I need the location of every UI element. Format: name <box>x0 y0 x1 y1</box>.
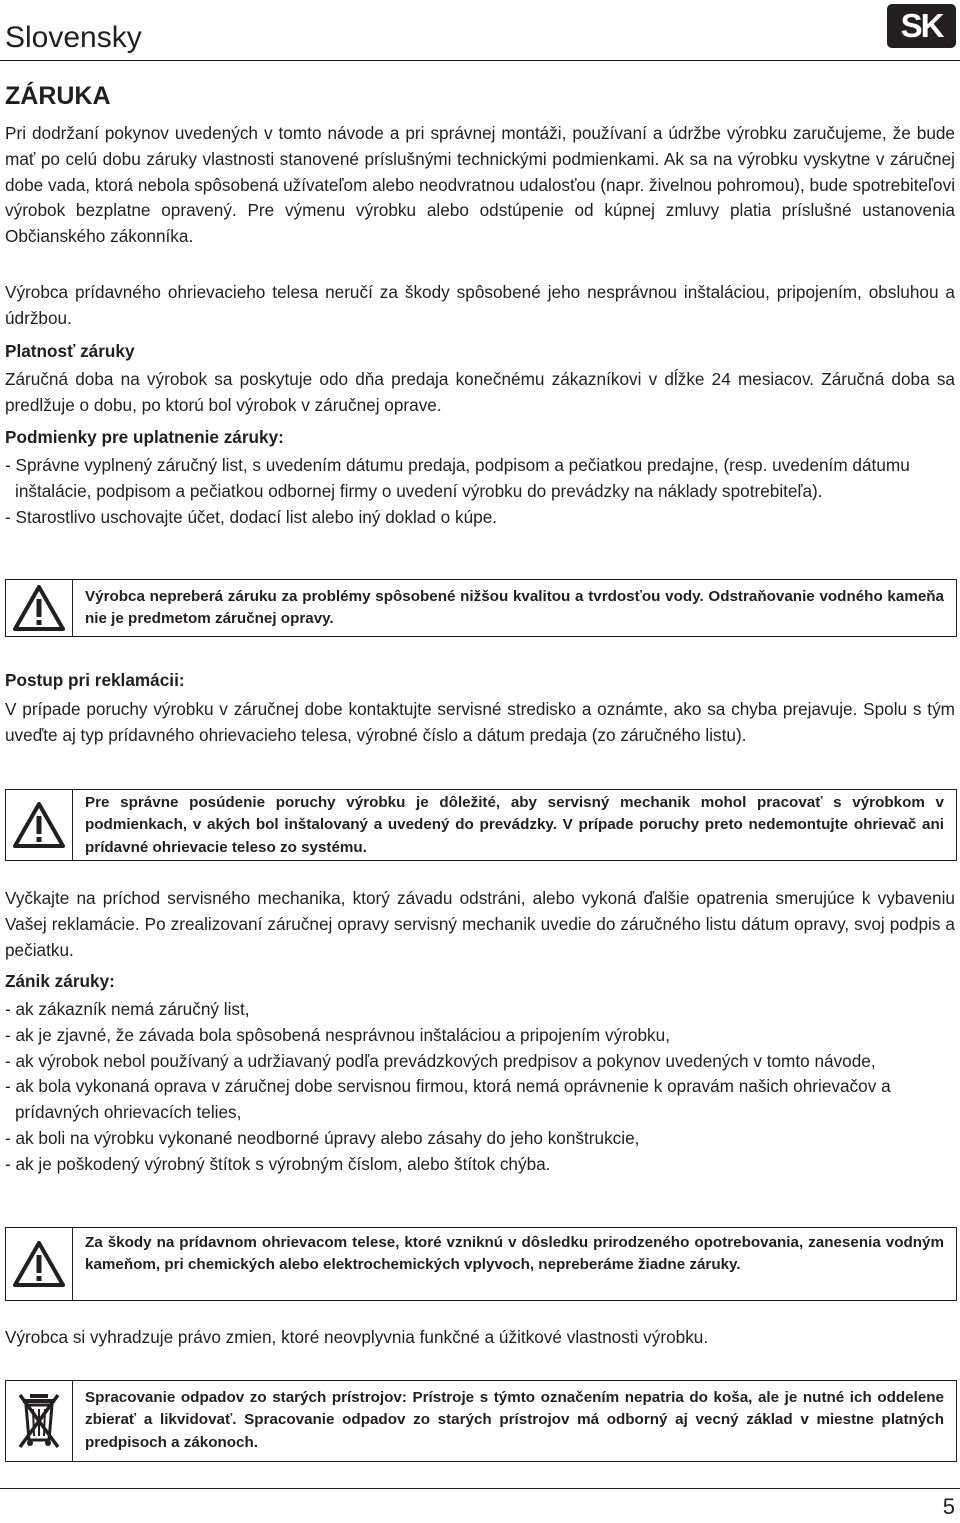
warning-triangle-icon <box>13 1241 65 1287</box>
list-item: - ak výrobok nebol používaný a udržiavaný podľa prevádzkových predpisov a pokynov uvedených v tomto návode, <box>5 1050 876 1071</box>
warning-triangle-icon <box>13 802 65 848</box>
manufacturer-paragraph: Výrobca prídavného ohrievacieho telesa neručí za škody spôsobené jeho nesprávnou inštaláciou, pripojením, obsluhou a údržbou. <box>5 282 955 328</box>
complaint-text: V prípade poruchy výrobku v záručnej dobe kontaktujte servisné stredisko a oznámte, ako sa chyba prejavuje. Spolu s tým uveďte aj typ prídavného ohrievacieho telesa, výrobné číslo a dátum predaja (zo záručného listu). <box>5 699 955 745</box>
footer-rule <box>0 1488 960 1489</box>
conditions-heading: Podmienky pre uplatnenie záruky: <box>5 427 284 447</box>
validity-text: Záručná doba na výrobok sa poskytuje odo dňa predaja konečnému zákazníkovi v dĺžke 24 mesiacov. Záručná doba sa predlžuje o dobu, po ktorú bol výrobok v záručnej oprave. <box>5 369 955 415</box>
expiry-heading: Zánik záruky: <box>5 971 115 991</box>
list-item: - Starostlivo uschovajte účet, dodací list alebo iný doklad o kúpe. <box>5 506 498 527</box>
list-item: - Správne vyplnený záručný list, s uvedením dátumu predaja, podpisom a pečiatkou predajne, (resp. uvedením dátumu inštalácie, podpisom a pečiatkou odbornej firmy o uvedení výrobku do prevádzky na náklady spotrebiteľa). <box>5 455 910 501</box>
warning-text: Výrobca nepreberá záruku za problémy spôsobené nižšou kvalitou a tvrdosťou vody. Odstraňovanie vodného kameňa nie je predmetom záručnej opravy. <box>85 588 944 628</box>
validity-heading: Platnosť záruky <box>5 341 135 361</box>
intro-paragraph: Pri dodržaní pokynov uvedených v tomto návode a pri správnej montáži, používaní a údržbe výrobku zaručujeme, že bude mať po celú dobu záruky vlastnosti stanovené príslušnými technickými podmienkami. Ak sa na výrobku vyskytne v záručnej dobe vada, ktorá nebola spôsobená užívateľom alebo neodvratnou udalosťou (napr. živelnou pohromou), bude spotrebiteľovi výrobok bezplatne opravený. Pre výmenu výrobku alebo odstúpenie od kúpnej zmluvy platia príslušné ustanovenia Občianského zákonníka. <box>5 123 956 247</box>
warning-box-water <box>5 579 957 637</box>
complaint-heading: Postup pri reklamácii: <box>5 670 185 690</box>
warning-box-service <box>5 789 957 861</box>
warning-triangle-icon <box>13 585 65 631</box>
list-item: - ak je zjavné, že závada bola spôsobená nesprávnou inštaláciou a pripojením výrobku, <box>5 1024 670 1045</box>
warning-text: Za škody na prídavnom ohrievacom telese, ktoré vzniknú v dôsledku prirodzeného opotrebovania, zanesenia vodným kameňom, pri chemických alebo elektrochemických vplyvoch, nepreberáme žiadne záruky. <box>85 1234 944 1274</box>
disposal-notice-text: Spracovanie odpadov zo starých prístrojov: Prístroje s týmto označením nepatria do koša, ale je nutné ich oddelene zbierať a likvidovať. Spracovanie odpadov zo starých prístrojov má odborný aj vecný základ v miestne platných predpisoch a zákonoch. <box>85 1389 944 1451</box>
wait-paragraph: Vyčkajte na príchod servisného mechanika, ktorý závadu odstráni, alebo vykoná ďalšie opatrenia smerujúce k vybaveniu Vašej reklamácie. Po zrealizovaní záručnej opravy servisný mechanik uvedie do záručného listu dátum opravy, svoj podpis a pečiatku. <box>5 888 955 960</box>
list-item: - ak zákazník nemá záručný list, <box>5 999 250 1019</box>
list-item: - ak bola vykonaná oprava v záručnej dobe servisnou firmou, ktorá nemá oprávnenie k opravám našich ohrievačov a prídavných ohrievacích telies, <box>5 1076 891 1123</box>
conditions-list <box>5 453 955 530</box>
list-item: - ak je poškodený výrobný štítok s výrobným číslom, alebo štítok chýba. <box>5 1153 551 1174</box>
language-badge: SK <box>887 4 956 48</box>
warning-text: Pre správne posúdenie poruchy výrobku je dôležité, aby servisný mechanik mohol pracovať s výrobkom v podmienkach, v akých bol inštalovaný a uvedený do prevádzky. V prípade poruchy preto nedemontujte ohrievač ani prídavné ohrievacie teleso zo systému. <box>85 794 944 856</box>
page-number: 5 <box>942 1494 955 1519</box>
list-item: - ak boli na výrobku vykonané neodborné úpravy alebo zásahy do jeho konštrukcie, <box>5 1127 640 1148</box>
crossed-out-bin-icon <box>17 1390 61 1452</box>
disposal-notice-box <box>5 1380 957 1462</box>
expiry-list <box>5 997 955 1178</box>
page-header-title: Slovensky <box>5 21 142 54</box>
warning-box-wear <box>5 1227 957 1301</box>
rights-paragraph: Výrobca si vyhradzuje právo zmien, ktoré neovplyvnia funkčné a úžitkové vlastnosti výrobku. <box>5 1327 709 1347</box>
section-heading: ZÁRUKA <box>5 82 111 110</box>
header-rule <box>0 60 960 61</box>
